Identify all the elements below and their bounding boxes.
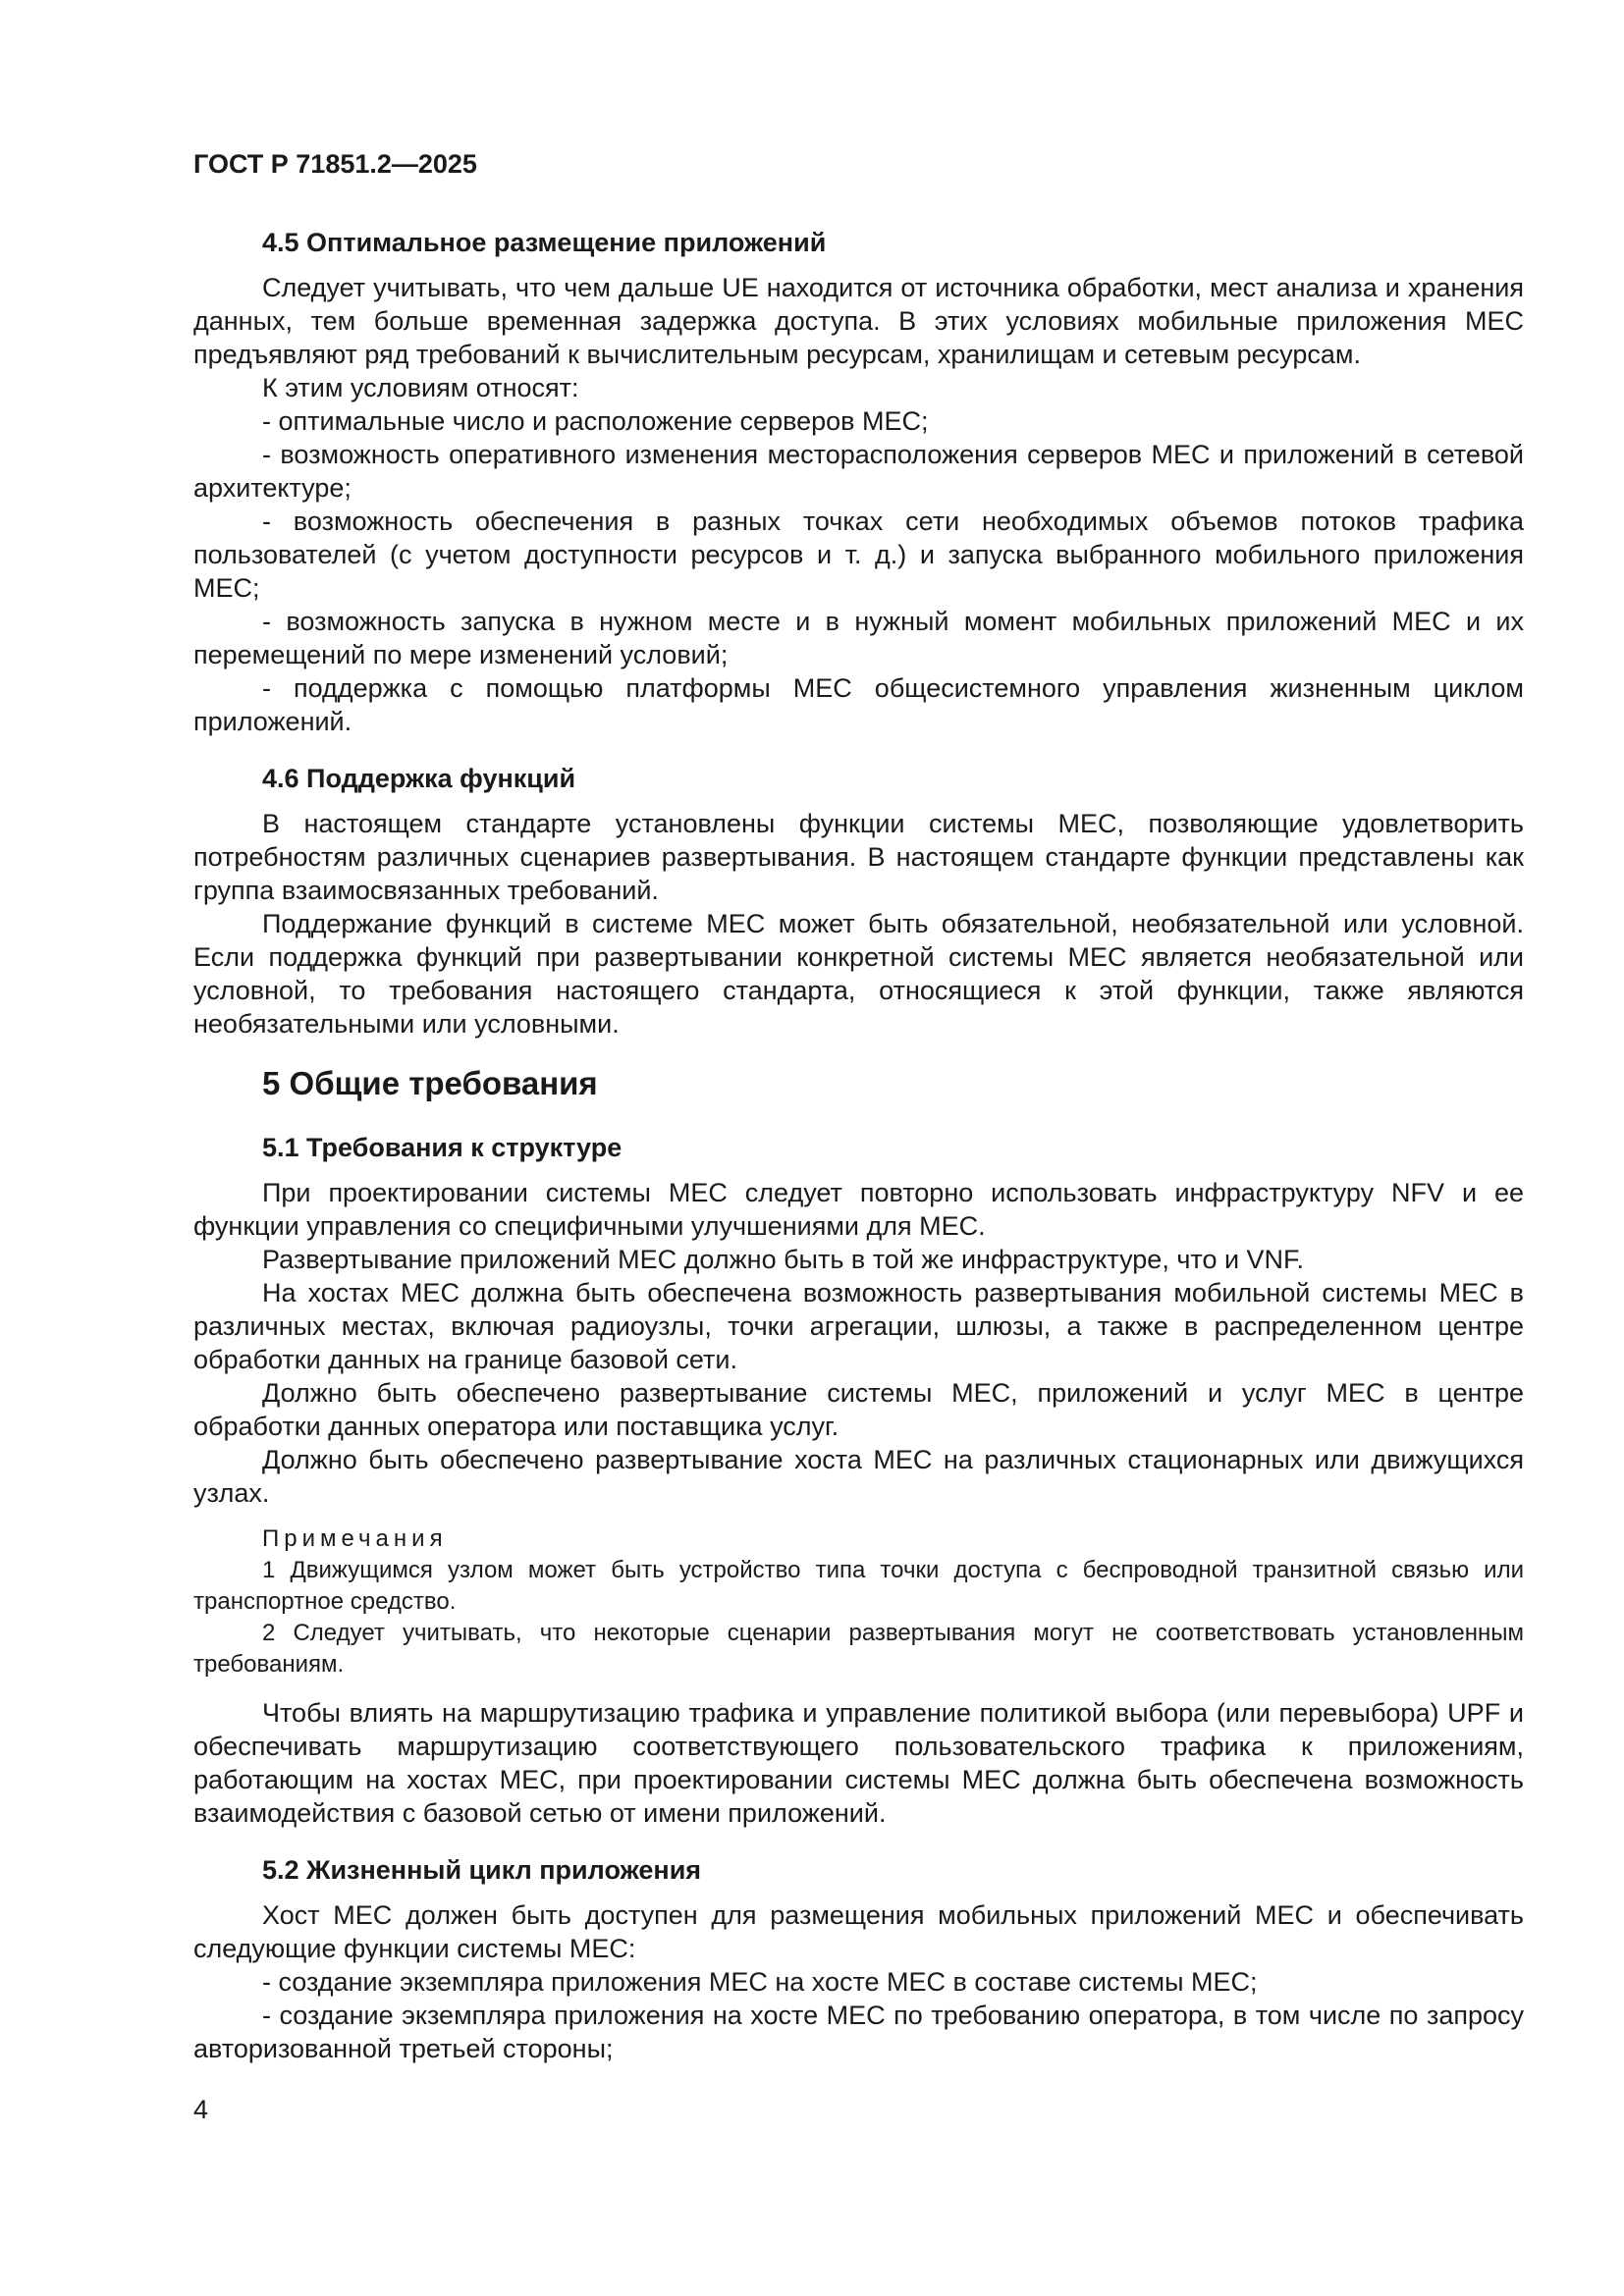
document-code: ГОСТ Р 71851.2—2025 [193, 149, 477, 179]
notes-block [193, 1523, 1524, 1681]
paragraph: Должно быть обеспечено развертывание хоста МЕС на различных стационарных или движущихся узлах. [193, 1445, 1524, 1508]
paragraph: Поддержание функций в системе МЕС может быть обязательной, необязательной или условной. Если поддержка функций при развертывании конкретной системы МЕС является необязательной или условной, то требования настоящего стандарта, относящиеся к этой функции, также являются необязательными или условными. [193, 909, 1524, 1039]
list-item: - возможность обеспечения в разных точках сети необходимых объемов потоков трафика пользователей (с учетом доступности ресурсов и т. д.) и запуска выбранного мобильного приложения МЕС; [193, 507, 1524, 603]
notes-title: Примечания [262, 1525, 448, 1552]
section-5-1 [193, 1131, 1524, 1830]
list-item: - создание экземпляра приложения МЕС на хосте МЕС в составе системы МЕС; [262, 1967, 1258, 1997]
section-4-5 [193, 226, 1524, 738]
page-number: 4 [193, 2095, 209, 2124]
section-4-6 [193, 762, 1524, 1041]
paragraph: Должно быть обеспечено развертывание системы МЕС, приложений и услуг МЕС в центре обработки данных оператора или поставщика услуг. [193, 1378, 1524, 1441]
section-5-2 [193, 1853, 1524, 2065]
list-item: - поддержка с помощью платформы МЕС общесистемного управления жизненным циклом приложений. [193, 673, 1524, 736]
chapter-title: 5 Общие требования [262, 1065, 598, 1101]
section-title: 5.2 Жизненный цикл приложения [262, 1855, 702, 1885]
list-item: - возможность запуска в нужном месте и в нужный момент мобильных приложений МЕС и их перемещений по мере изменений условий; [193, 607, 1524, 669]
paragraph: На хостах МЕС должна быть обеспечена возможность развертывания мобильной системы МЕС в различных местах, включая радиоузлы, точки агрегации, шлюзы, а также в распределенном центре обработки данных на границе базовой сети. [193, 1278, 1524, 1374]
section-5 [193, 1064, 1524, 1103]
list-item: - оптимальные число и расположение серверов МЕС; [262, 406, 929, 436]
list-item: - возможность оперативного изменения месторасположения серверов МЕС и приложений в сетевой архитектуре; [193, 440, 1524, 503]
paragraph: Хост МЕС должен быть доступен для размещения мобильных приложений МЕС и обеспечивать следующие функции системы МЕС: [193, 1900, 1524, 1963]
paragraph: Следует учитывать, что чем дальше UE находится от источника обработки, мест анализа и хранения данных, тем больше временная задержка доступа. В этих условиях мобильные приложения МЕС предъявляют ряд требований к вычислительным ресурсам, хранилищам и сетевым ресурсам. [193, 273, 1524, 369]
paragraph: К этим условиям относят: [262, 373, 579, 402]
paragraph: В настоящем стандарте установлены функции системы МЕС, позволяющие удовлетворить потребностям различных сценариев развертывания. В настоящем стандарте функции представлены как группа взаимосвязанных требований. [193, 809, 1524, 905]
paragraph: При проектировании системы МЕС следует повторно использовать инфраструктуру NFV и ее функции управления со специфичными улучшениями для МЕС. [193, 1178, 1524, 1241]
paragraph: Чтобы влиять на маршрутизацию трафика и управление политикой выбора (или перевыбора) UPF и обеспечивать маршрутизацию соответствующего пользовательского трафика к приложениям, работающим на хостах МЕС, при проектировании системы МЕС должна быть обеспечена возможность взаимодействия с базовой сетью от имени приложений. [193, 1698, 1524, 1828]
section-title: 5.1 Требования к структуре [262, 1133, 623, 1162]
note-item: 2 Следует учитывать, что некоторые сценарии развертывания могут не соответствовать установленным требованиям. [193, 1620, 1524, 1678]
list-item: - создание экземпляра приложения на хосте МЕС по требованию оператора, в том числе по запросу авторизованной третьей стороны; [193, 2001, 1524, 2063]
note-item: 1 Движущимся узлом может быть устройство типа точки доступа с беспроводной транзитной связью или транспортное средство. [193, 1557, 1524, 1615]
paragraph: Развертывание приложений МЕС должно быть в той же инфраструктуре, что и VNF. [262, 1245, 1305, 1274]
document-body [193, 226, 1524, 2089]
section-title: 4.5 Оптимальное размещение приложений [262, 228, 827, 257]
section-title: 4.6 Поддержка функций [262, 764, 576, 793]
